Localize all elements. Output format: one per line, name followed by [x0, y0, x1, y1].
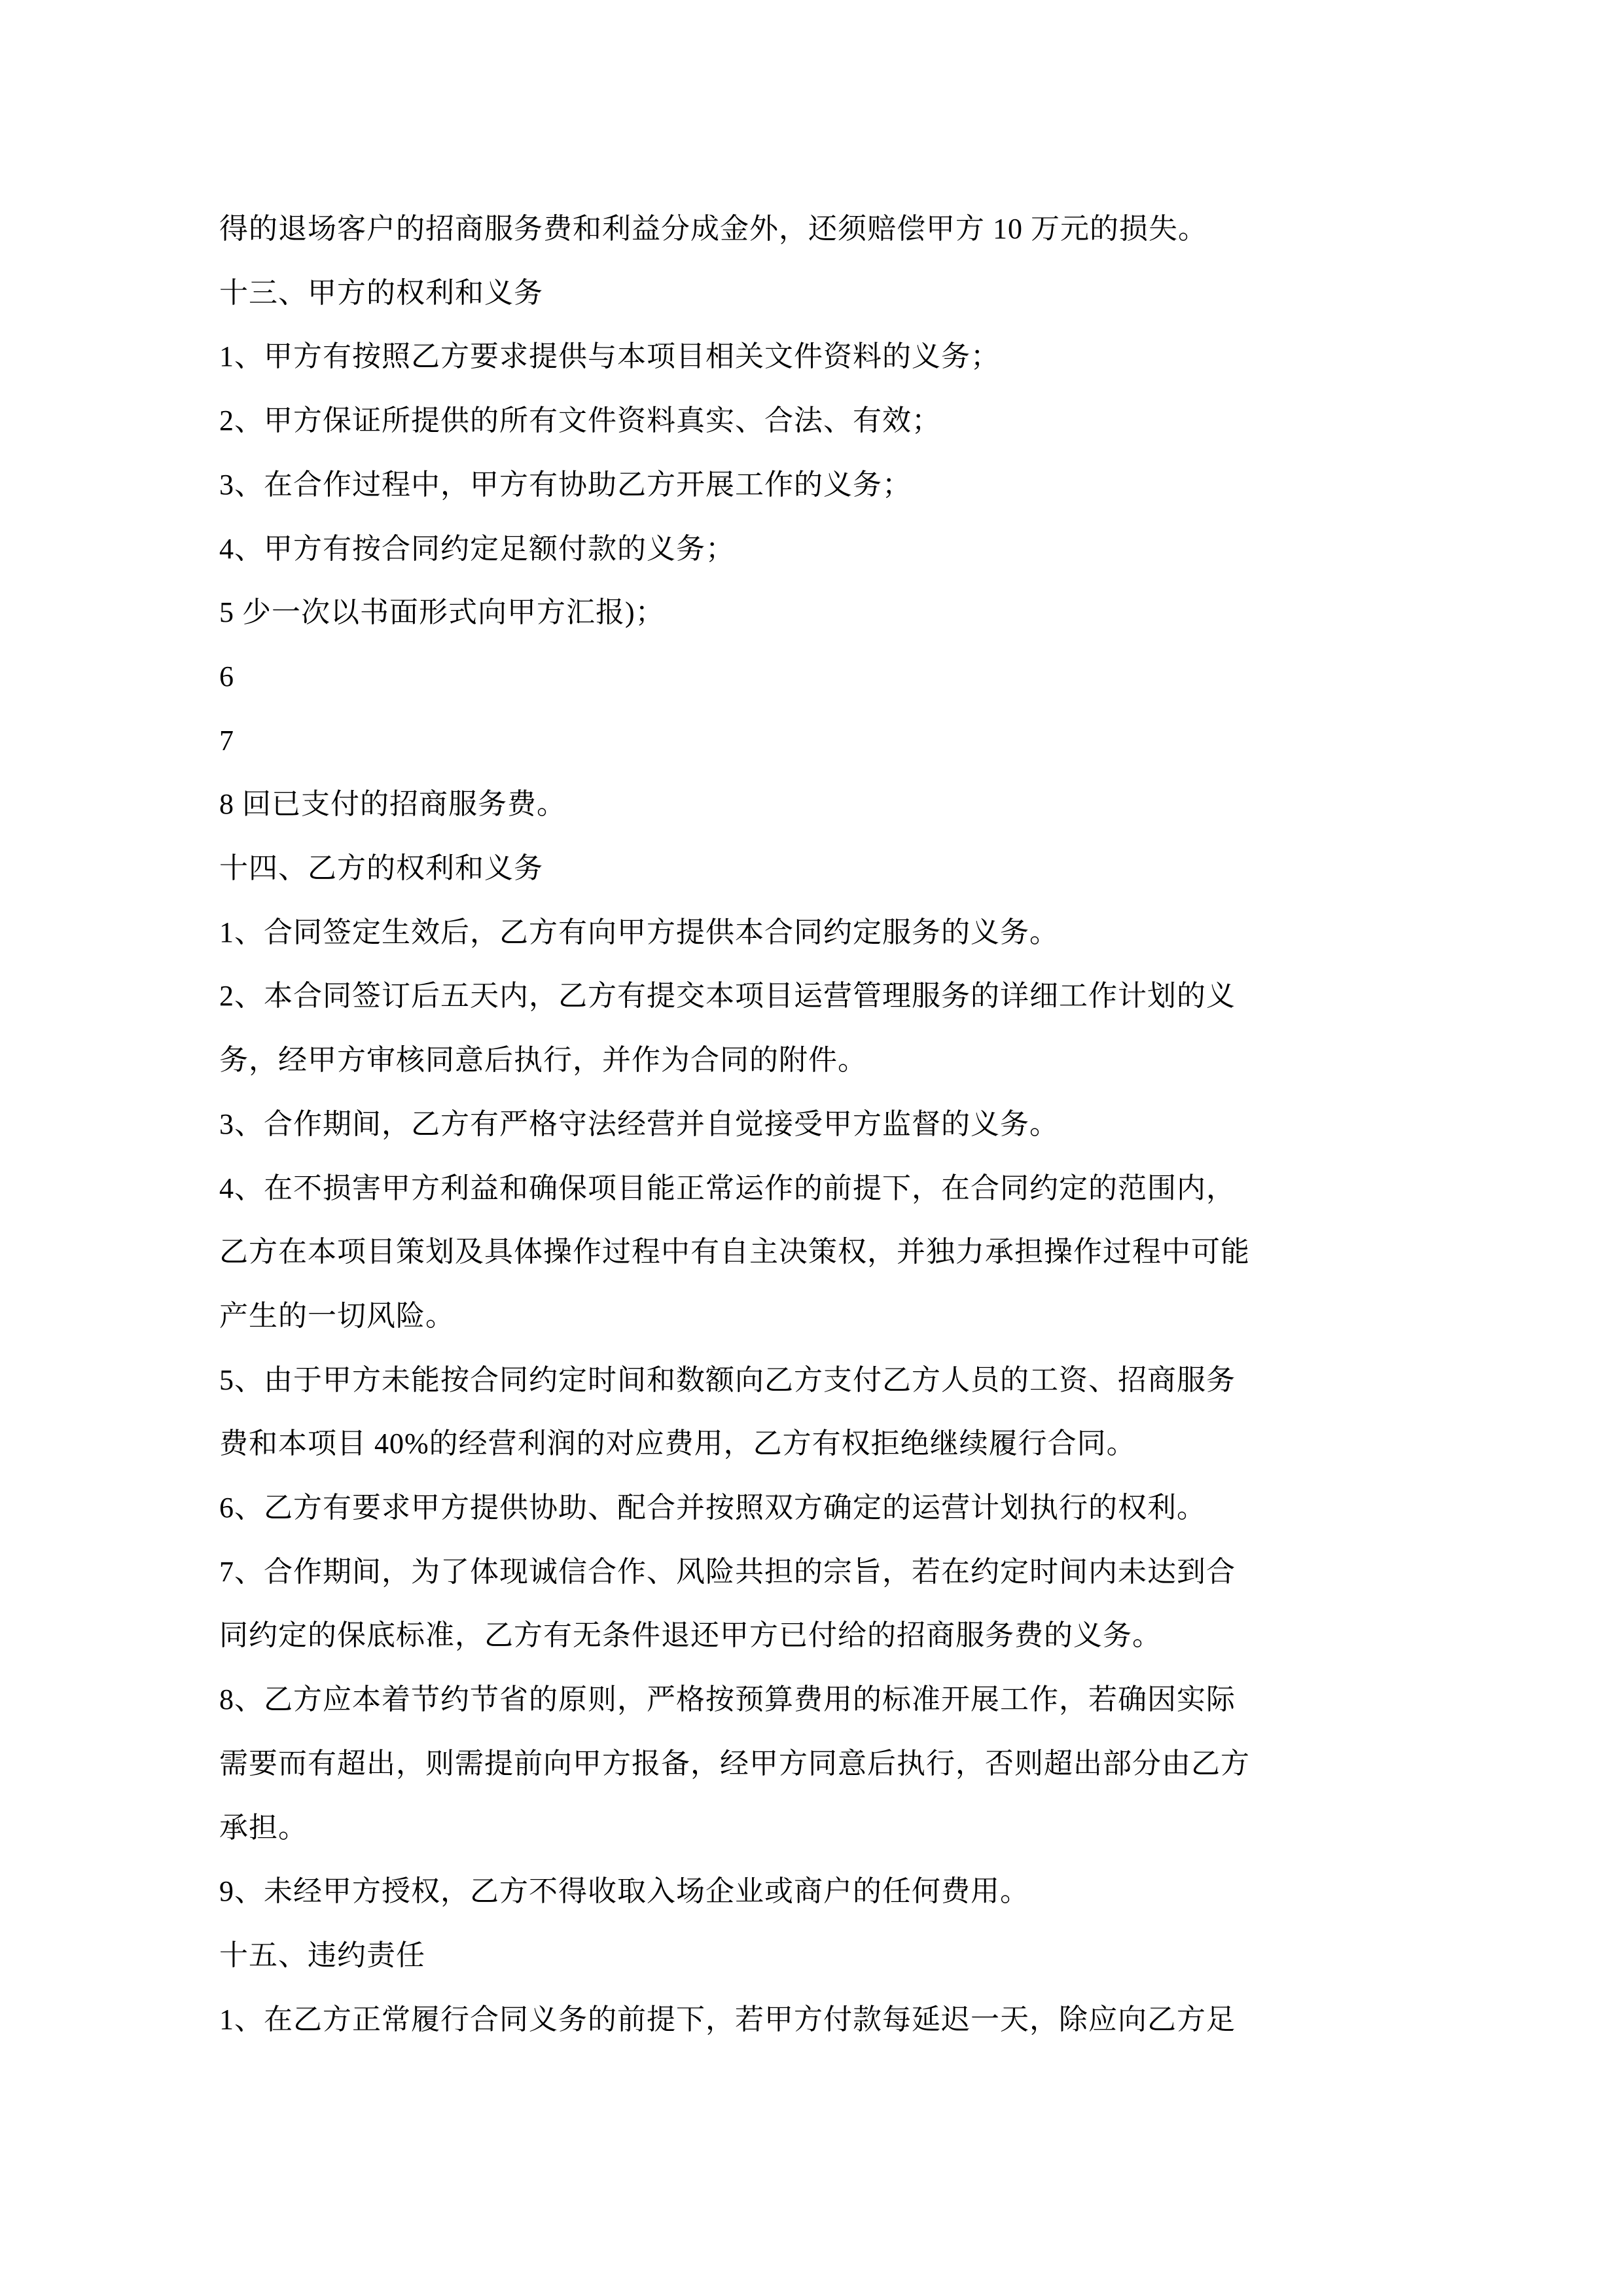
- text-line: 务，经甲方审核同意后执行，并作为合同的附件。: [219, 1044, 867, 1077]
- text-line: 同约定的保底标准，乙方有无条件退还甲方已付给的招商服务费的义务。: [219, 1619, 1162, 1652]
- text-line: 产生的一切风险。: [219, 1299, 455, 1332]
- text-line: 6: [219, 660, 234, 692]
- text-line: 7: [219, 724, 234, 757]
- text-line: 8、乙方应本着节约节省的原则，严格按预算费用的标准开展工作，若确因实际: [219, 1683, 1236, 1716]
- text-line: 8 回已支付的招商服务费。: [219, 788, 566, 821]
- text-line: 十四、乙方的权利和义务: [219, 852, 543, 885]
- text-line: 9、未经甲方授权，乙方不得收取入场企业或商户的任何费用。: [219, 1875, 1029, 1908]
- text-line: 得的退场客户的招商服务费和利益分成金外，还须赔偿甲方 10 万元的损失。: [219, 213, 1207, 245]
- text-line: 4、在不损害甲方利益和确保项目能正常运作的前提下，在合同约定的范围内，: [219, 1172, 1236, 1204]
- text-line: 承担。: [219, 1811, 308, 1844]
- text-line: 1、在乙方正常履行合同义务的前提下，若甲方付款每延迟一天，除应向乙方足: [219, 2003, 1236, 2036]
- text-line: 7、合作期间，为了体现诚信合作、风险共担的宗旨，若在约定时间内未达到合: [219, 1555, 1236, 1588]
- text-line: 6、乙方有要求甲方提供协助、配合并按照双方确定的运营计划执行的权利。: [219, 1492, 1206, 1524]
- text-line: 3、在合作过程中，甲方有协助乙方开展工作的义务；: [219, 468, 912, 501]
- text-line: 2、甲方保证所提供的所有文件资料真实、合法、有效；: [219, 404, 941, 437]
- text-line: 3、合作期间，乙方有严格守法经营并自觉接受甲方监督的义务。: [219, 1107, 1059, 1140]
- text-line: 5、由于甲方未能按合同约定时间和数额向乙方支付乙方人员的工资、招商服务: [219, 1363, 1236, 1396]
- text-line: 乙方在本项目策划及具体操作过程中有自主决策权，并独力承担操作过程中可能: [219, 1236, 1250, 1268]
- text-line: 5 少一次以书面形式向甲方汇报)；: [219, 596, 665, 629]
- text-line: 需要而有超出，则需提前向甲方报备，经甲方同意后执行，否则超出部分由乙方: [219, 1747, 1250, 1780]
- text-line: 十三、甲方的权利和义务: [219, 276, 543, 309]
- document-body: [219, 197, 1407, 2051]
- text-line: 1、甲方有按照乙方要求提供与本项目相关文件资料的义务；: [219, 340, 1000, 373]
- text-line: 十五、违约责任: [219, 1939, 425, 1971]
- text-line: 4、甲方有按合同约定足额付款的义务；: [219, 532, 735, 565]
- text-line: 2、本合同签订后五天内，乙方有提交本项目运营管理服务的详细工作计划的义: [219, 980, 1236, 1013]
- text-line: 费和本项目 40%的经营利润的对应费用，乙方有权拒绝继续履行合同。: [219, 1427, 1136, 1460]
- text-line: 1、合同签定生效后，乙方有向甲方提供本合同约定服务的义务。: [219, 916, 1059, 948]
